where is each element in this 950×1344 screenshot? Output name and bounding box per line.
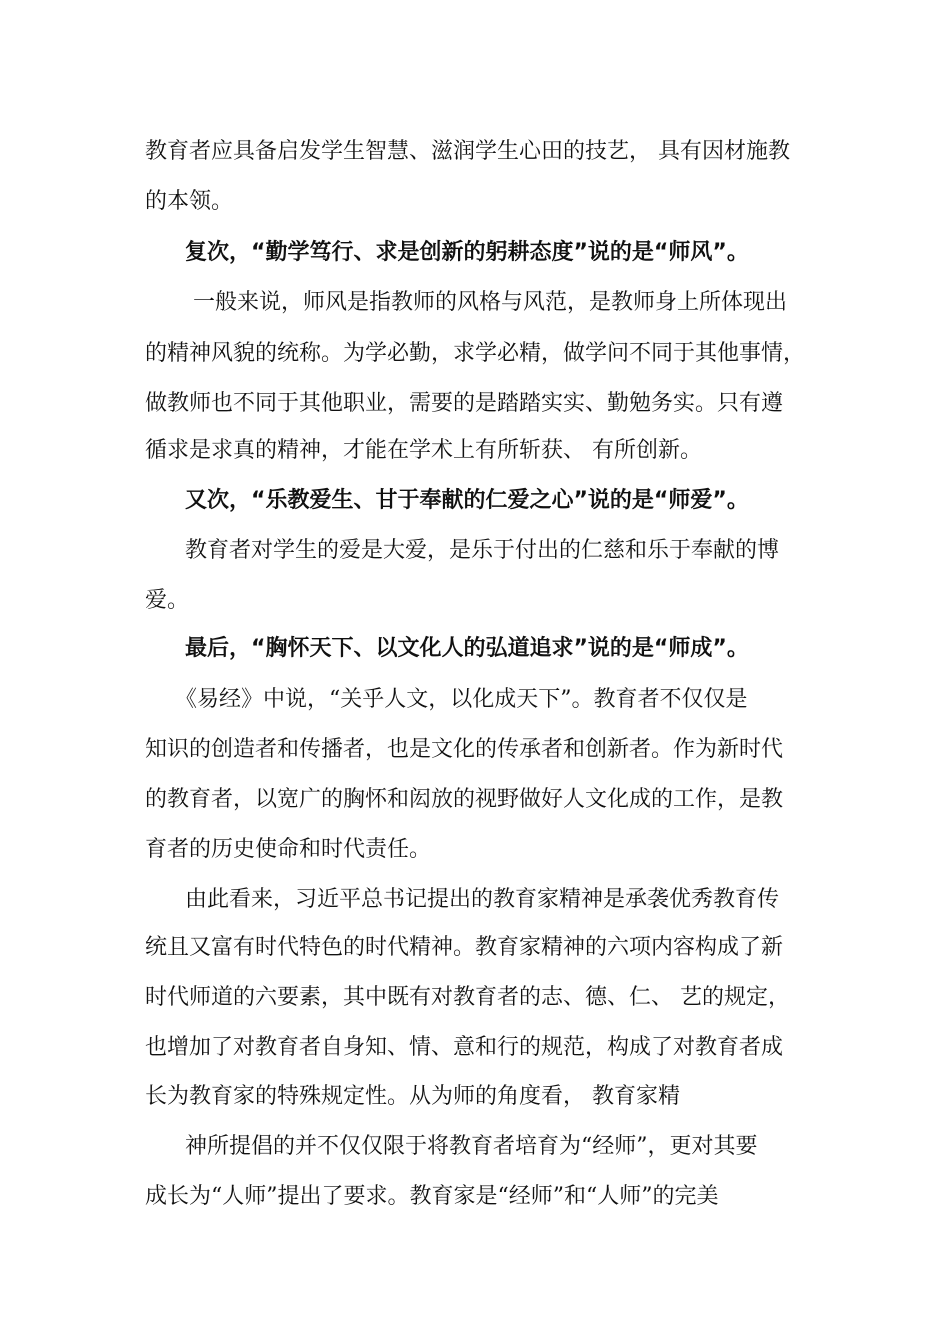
text-line: 的精神风貌的统称。为学必勤，求学必精，做学问不同于其他事情， xyxy=(145,341,806,366)
text-line: 的教育者，以宽广的胸怀和闳放的视野做好人文化成的工作，是教 xyxy=(145,787,784,812)
text-line: 教育者应具备启发学生智慧、滋润学生心田的技艺， 具有因材施教 xyxy=(145,139,790,164)
text-line: 神所提倡的并不仅仅限于将教育者培育为“经师”，更对其要 xyxy=(185,1134,758,1159)
text-line: 循求是求真的精神，才能在学术上有所斩获、 有所创新。 xyxy=(145,438,702,463)
text-line: 的本领。 xyxy=(145,189,234,214)
text-line: 一般来说，师风是指教师的风格与风范，是教师身上所体现出 xyxy=(193,290,788,315)
section-heading: 复次，“勤学笃行、求是创新的躬耕态度”说的是“师风”。 xyxy=(185,240,749,265)
text-line: 成长为“人师”提出了要求。教育家是“经师”和“人师”的完美 xyxy=(145,1184,719,1209)
text-line: 统且又富有时代特色的时代精神。教育家精神的六项内容构成了新 xyxy=(145,935,784,960)
text-line: 知识的创造者和传播者，也是文化的传承者和创新者。作为新时代 xyxy=(145,737,784,762)
text-line: 爱。 xyxy=(145,588,190,613)
section-heading: 又次，“乐教爱生、甘于奉献的仁爱之心”说的是“师爱”。 xyxy=(185,488,749,513)
text-line: 做教师也不同于其他职业，需要的是踏踏实实、勤勉务实。只有遵 xyxy=(145,391,784,416)
text-line: 时代师道的六要素，其中既有对教育者的志、德、仁、 艺的规定， xyxy=(145,985,790,1010)
text-line: 也增加了对教育者自身知、情、意和行的规范，构成了对教育者成 xyxy=(145,1035,784,1060)
section-heading: 最后，“胸怀天下、以文化人的弘道追求”说的是“师成”。 xyxy=(185,636,749,661)
text-line: 由此看来，习近平总书记提出的教育家精神是承袭优秀教育传 xyxy=(185,887,780,912)
text-line: 教育者对学生的爱是大爱，是乐于付出的仁慈和乐于奉献的博 xyxy=(185,538,780,563)
text-line: 育者的历史使命和时代责任。 xyxy=(145,837,432,862)
text-line: 《易经》中说，“关乎人文，以化成天下”。教育者不仅仅是 xyxy=(175,687,748,712)
text-line: 长为教育家的特殊规定性。从为师的角度看， 教育家精 xyxy=(145,1084,680,1109)
